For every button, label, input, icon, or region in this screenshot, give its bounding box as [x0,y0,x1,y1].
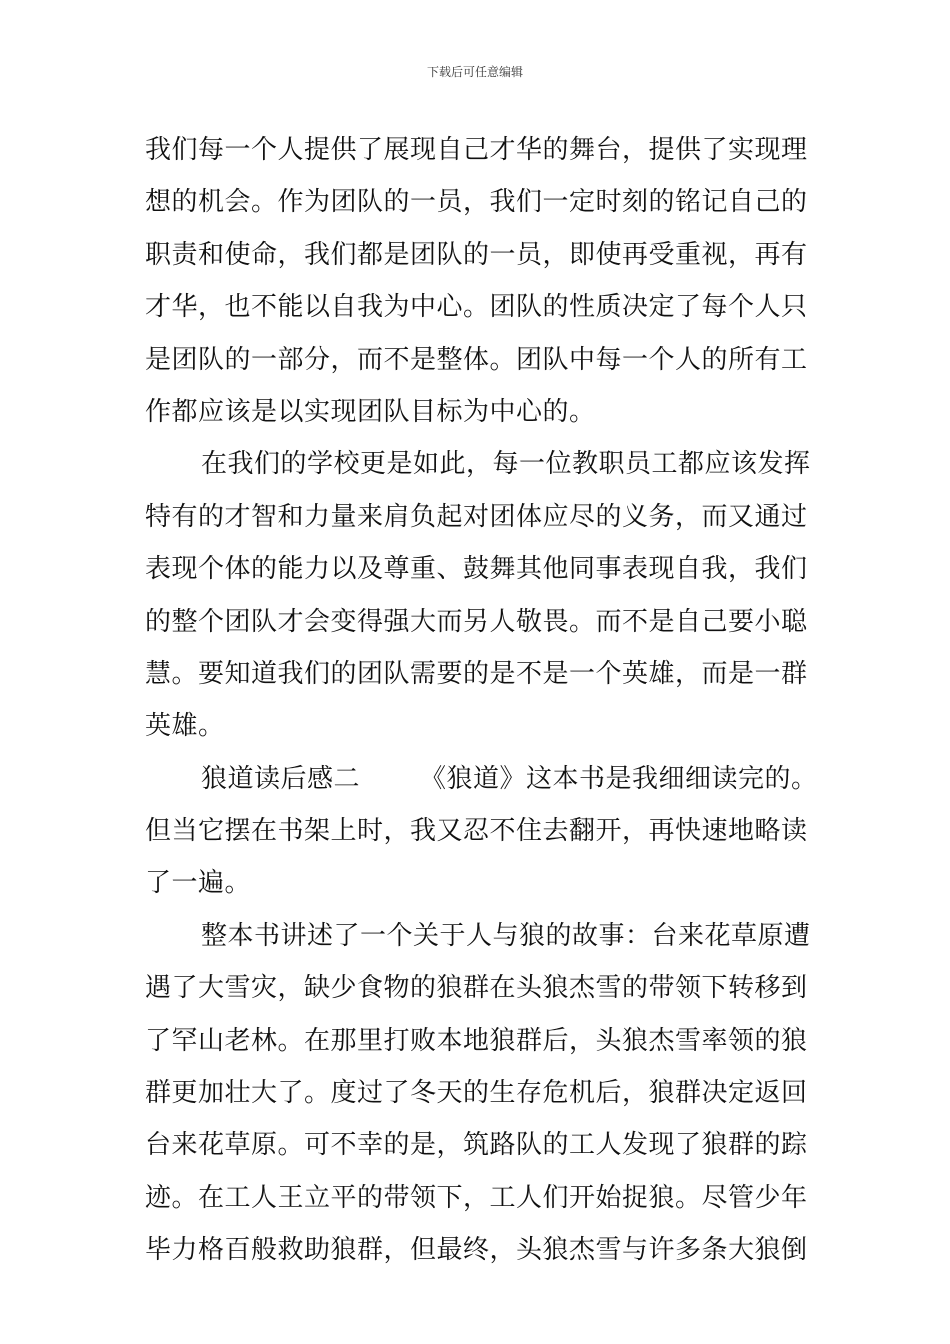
text-line [145,753,818,805]
text-line: 了一遍。 [145,868,252,899]
text-line: 台来花草原。可不幸的是，筑路队的工人发现了狼群的踪 [145,1130,808,1161]
text-line: 遇了大雪灾，缺少食物的狼群在头狼杰雪的带领下转移到 [145,973,808,1004]
document-body [145,124,818,1277]
text-line: 职责和使命，我们都是团队的一员，即使再受重视，再有 [145,239,808,270]
page-header-note: 下载后可任意编辑 [426,65,523,79]
text-line: 的整个团队才会变得强大而另人敬畏。而不是自己要小聪 [145,606,808,637]
paragraph [145,124,807,438]
text-line: 是团队的一部分，而不是整体。团队中每一个人的所有工 [145,344,808,375]
text-line: 慧。要知道我们的团队需要的是不是一个英雄，而是一群 [145,658,808,689]
paragraph [145,910,811,1277]
text-line: 才华，也不能以自我为中心。团队的性质决定了每个人只 [145,292,808,323]
text-line: 特有的才智和力量来肩负起对团体应尽的义务，而又通过 [145,501,808,532]
text-line: 我们每一个人提供了展现自己才华的舞台，提供了实现理 [145,135,808,165]
text-line: 但当它摆在书架上时，我又忍不住去翻开，再快速地略读 [145,816,808,847]
section-heading: 狼道读后感二 [201,763,361,794]
text-line: 迹。在工人王立平的带领下，工人们开始捉狼。尽管少年 [145,1182,808,1213]
paragraph [145,753,818,910]
text-line: 了罕山老林。在那里打败本地狼群后，头狼杰雪率领的狼 [145,1025,808,1056]
text-line: 作都应该是以实现团队目标为中心的。 [145,396,596,427]
text-line: 英雄。 [145,711,225,742]
text-line: 群更加壮大了。度过了冬天的生存危机后，狼群决定返回 [145,1078,808,1109]
text-line: 在我们的学校更是如此，每一位教职员工都应该发挥 [201,449,811,480]
text-line-continuation: 《狼道》这本书是我细细读完的。 [420,763,818,794]
paragraph [145,438,811,752]
text-line: 表现个体的能力以及尊重、鼓舞其他同事表现自我，我们 [145,554,808,585]
text-line: 想的机会。作为团队的一员，我们一定时刻的铭记自己的 [145,187,808,218]
text-line: 毕力格百般救助狼群，但最终，头狼杰雪与许多条大狼倒 [145,1235,808,1266]
text-line: 整本书讲述了一个关于人与狼的故事：台来花草原遭 [201,920,811,951]
